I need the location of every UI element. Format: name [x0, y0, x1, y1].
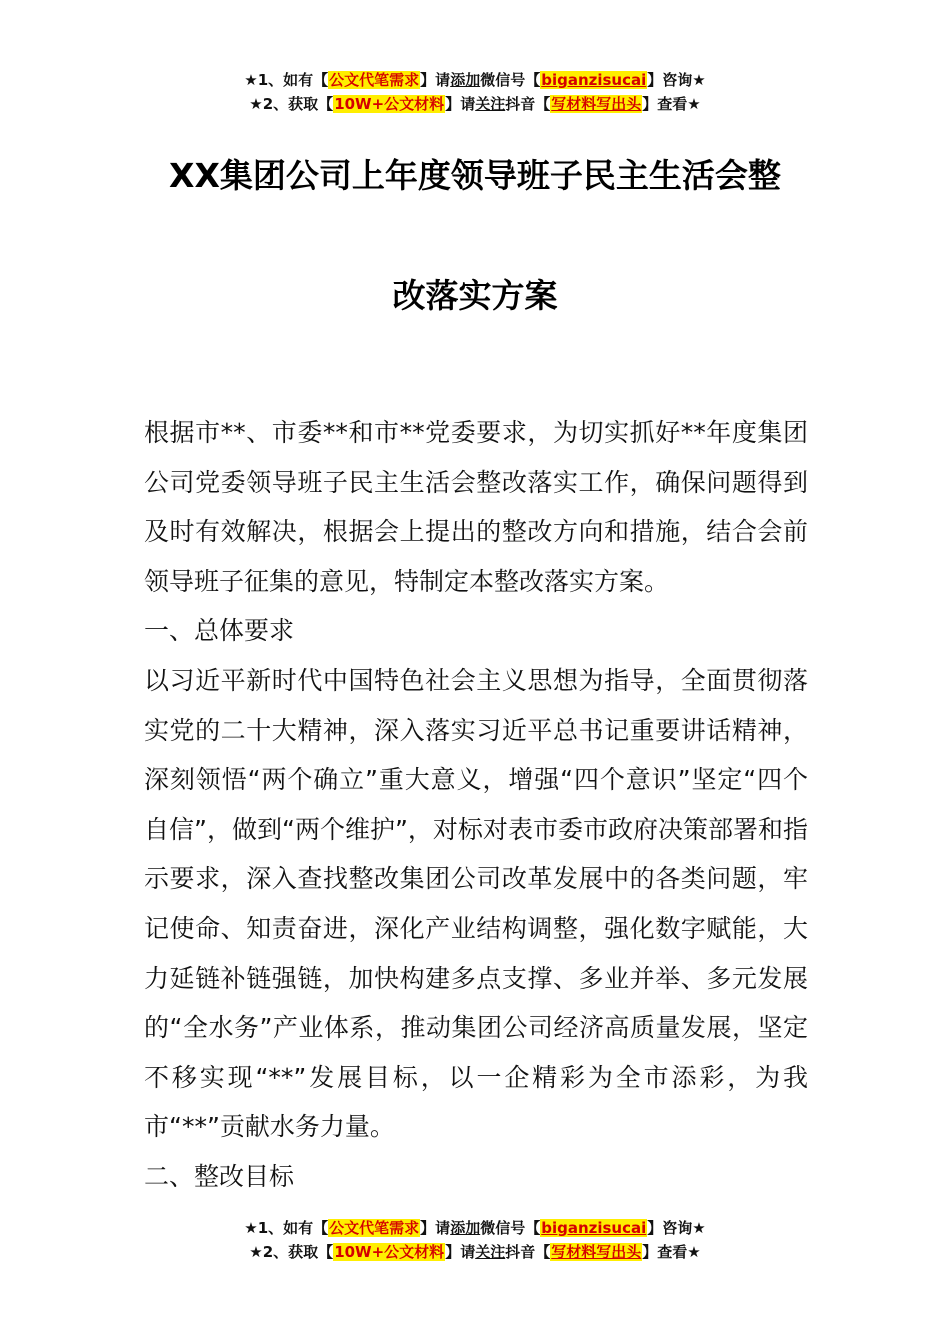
promo-text: 】咨询★ — [647, 71, 706, 89]
promo-highlight: 公文代笔需求 — [329, 71, 420, 89]
promo-line-2 — [0, 1240, 950, 1264]
promo-text: 】请 — [445, 1243, 476, 1261]
document-title-line-2: 改落实方案 — [392, 276, 558, 315]
promo-text: 关注 — [475, 95, 506, 113]
promo-text: 微信号【 — [480, 1219, 541, 1237]
promo-highlight: 公文代笔需求 — [329, 1219, 420, 1237]
promo-text: 抖音【 — [505, 95, 551, 113]
promo-text: 】请 — [420, 1219, 451, 1237]
promo-text: 】查看★ — [642, 95, 701, 113]
promo-text: 微信号【 — [480, 71, 541, 89]
promo-highlight: 10W+公文材料 — [334, 95, 445, 113]
document-title-line-1: XX集团公司上年度领导班子民主生活会整 — [169, 156, 781, 195]
promo-line-1 — [0, 1216, 950, 1240]
wechat-id-link[interactable]: biganzisucai — [541, 1219, 647, 1237]
promo-text: 】咨询★ — [647, 1219, 706, 1237]
promo-text: ★1、如有【 — [244, 71, 329, 89]
general-requirements-paragraph: 以习近平新时代中国特色社会主义思想为指导，全面贯彻落实党的二十大精神，深入落实习近平总书记重要讲话精神，深刻领悟“两个确立”重大意义，增强“四个意识”坚定“四个自信”，做到“两个维护”，对标对表市委市政府决策部署和指示要求，深入查找整改集团公司改革发展中的各类问题，牢记使命、知责奋进，深化产业结构调整，强化数字赋能，大力延链补链强链，加快构建多点支撑、多业并举、多元发展的“全水务”产业体系，推动集团公司经济高质量发展，坚定不移实现“**”发展目标，以一企精彩为全市添彩，为我市“**”贡献水务力量。 — [144, 665, 808, 1142]
promo-text: 抖音【 — [505, 1243, 551, 1261]
promo-text: ★2、获取【 — [249, 1243, 334, 1261]
douyin-account-link[interactable]: 写材料写出头 — [551, 1243, 642, 1261]
promo-line-1 — [0, 68, 950, 92]
promo-text: 】查看★ — [642, 1243, 701, 1261]
promo-text: ★1、如有【 — [244, 1219, 329, 1237]
document-body — [144, 408, 808, 1202]
promo-text: 添加 — [450, 1219, 481, 1237]
promo-text: 】请 — [420, 71, 451, 89]
wechat-id-link[interactable]: biganzisucai — [541, 71, 647, 89]
promo-text: 】请 — [445, 95, 476, 113]
promo-highlight: 10W+公文材料 — [334, 1243, 445, 1261]
section-heading-general-requirements: 一、总体要求 — [144, 616, 295, 646]
promo-text: ★2、获取【 — [249, 95, 334, 113]
promo-banner-top — [0, 68, 950, 116]
promo-line-2 — [0, 92, 950, 116]
promo-banner-bottom — [0, 1216, 950, 1264]
promo-text: 添加 — [450, 71, 481, 89]
section-heading-rectification-goals: 二、整改目标 — [144, 1161, 295, 1191]
promo-text: 关注 — [475, 1243, 506, 1261]
douyin-account-link[interactable]: 写材料写出头 — [551, 95, 642, 113]
intro-paragraph: 根据市**、市委**和市**党委要求，为切实抓好**年度集团公司党委领导班子民主生活会整改落实工作，确保问题得到及时有效解决，根据会上提出的整改方向和措施，结合会前领导班子征集的意见，特制定本整改落实方案。 — [144, 418, 808, 596]
